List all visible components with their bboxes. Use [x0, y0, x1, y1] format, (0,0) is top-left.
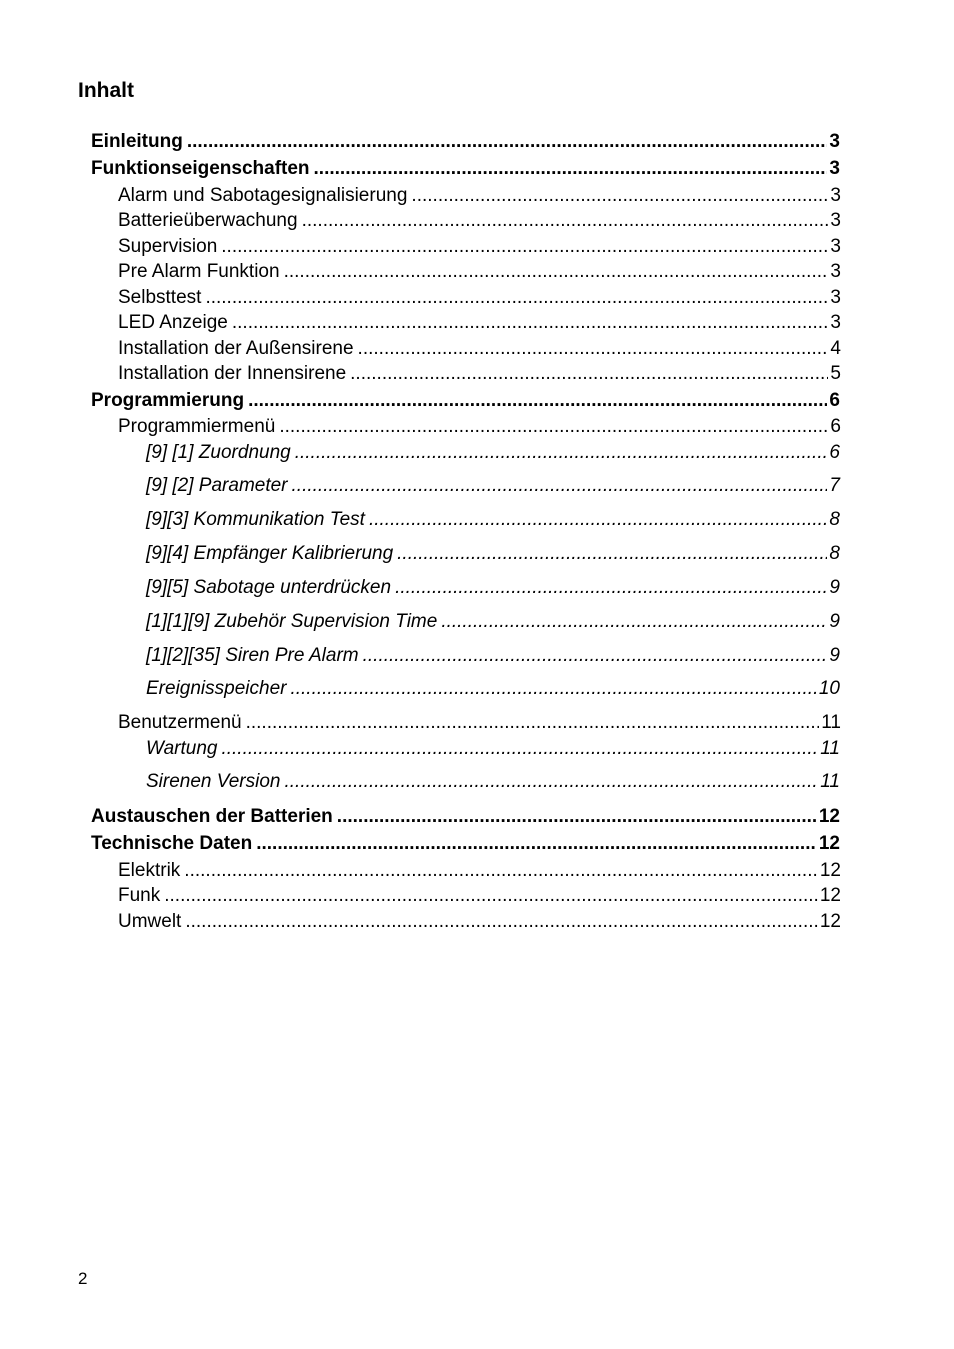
- toc-entry-page: 8: [829, 509, 840, 530]
- toc-entry[interactable]: [118, 363, 841, 385]
- toc-entry[interactable]: [146, 543, 840, 565]
- toc-entry-title: Funk: [118, 885, 161, 906]
- toc-entry[interactable]: [118, 185, 841, 207]
- toc-entry-title: Wartung: [146, 738, 218, 759]
- toc-entry[interactable]: [118, 338, 841, 360]
- toc-entry-page: 3: [830, 236, 841, 257]
- toc-entry[interactable]: [146, 442, 840, 464]
- toc-entry-page: 6: [830, 416, 841, 437]
- toc-entry-page: 11: [820, 738, 840, 759]
- toc-entry[interactable]: [146, 645, 840, 667]
- toc-entry-page: 3: [829, 131, 840, 152]
- toc-entry[interactable]: [118, 287, 841, 309]
- dot-leader: [164, 885, 818, 907]
- toc-entry[interactable]: [118, 210, 841, 232]
- toc-entry-page: 12: [818, 833, 840, 854]
- toc-entry[interactable]: [146, 509, 840, 531]
- toc-entry[interactable]: [118, 712, 841, 734]
- dot-leader: [395, 577, 827, 599]
- dot-leader: [184, 860, 818, 882]
- dot-leader: [358, 338, 829, 360]
- dot-leader: [279, 416, 828, 438]
- toc-entry-title: [1][2][35] Siren Pre Alarm: [146, 645, 359, 666]
- dot-leader: [221, 236, 828, 258]
- toc-entry-page: 3: [829, 158, 840, 179]
- dot-leader: [369, 509, 827, 531]
- toc-entry-page: 6: [829, 390, 840, 411]
- toc-entry-page: 10: [818, 678, 840, 699]
- toc-entry-title: Funktionseigenschaften: [91, 158, 310, 179]
- dot-leader: [397, 543, 827, 565]
- toc-entry-page: 3: [830, 287, 841, 308]
- toc-entry-title: Ereignisspeicher: [146, 678, 287, 699]
- dot-leader: [248, 390, 827, 412]
- toc-entry[interactable]: [91, 131, 840, 153]
- page-number: 2: [78, 1269, 88, 1288]
- dot-leader: [314, 158, 828, 180]
- toc-entry[interactable]: [118, 416, 841, 438]
- toc-entry-title: [9] [2] Parameter: [146, 475, 288, 496]
- toc-entry-page: 6: [829, 442, 840, 463]
- toc-entry-page: 3: [830, 261, 841, 282]
- dot-leader: [350, 363, 828, 385]
- toc-entry-title: Installation der Innensirene: [118, 363, 347, 384]
- dot-leader: [363, 645, 828, 667]
- dot-leader: [441, 611, 827, 633]
- toc-entry[interactable]: [91, 833, 840, 855]
- toc-entry-title: Programmierung: [91, 390, 245, 411]
- toc-entry[interactable]: [118, 236, 841, 258]
- toc-entry-page: 9: [829, 577, 840, 598]
- toc-entry[interactable]: [118, 885, 841, 907]
- toc-entry-title: Technische Daten: [91, 833, 253, 854]
- dot-leader: [302, 210, 829, 232]
- toc-entry-page: 9: [829, 645, 840, 666]
- toc-entry-title: Installation der Außensirene: [118, 338, 354, 359]
- toc-entry[interactable]: [91, 390, 840, 412]
- toc-entry[interactable]: [91, 158, 840, 180]
- toc-entry-page: 4: [830, 338, 841, 359]
- dot-leader: [232, 312, 829, 334]
- toc-entry[interactable]: [146, 475, 840, 497]
- toc-entry-title: [9][5] Sabotage unterdrücken: [146, 577, 392, 598]
- dot-leader: [187, 131, 828, 153]
- dot-leader: [292, 475, 828, 497]
- toc-entry[interactable]: [91, 806, 840, 828]
- toc-entry-page: 8: [829, 543, 840, 564]
- toc-entry-page: 5: [830, 363, 841, 384]
- dot-leader: [295, 442, 828, 464]
- toc-entry-title: Elektrik: [118, 860, 181, 881]
- toc-entry-title: Benutzermenü: [118, 712, 242, 733]
- toc-entry-page: 12: [819, 911, 841, 932]
- dot-leader: [290, 678, 816, 700]
- dot-leader: [205, 287, 828, 309]
- toc-entry[interactable]: [146, 771, 840, 793]
- dot-leader: [337, 806, 817, 828]
- toc-entry-title: [1][1][9] Zubehör Supervision Time: [146, 611, 438, 632]
- dot-leader: [256, 833, 817, 855]
- toc-entry-title: [9][4] Empfänger Kalibrierung: [146, 543, 394, 564]
- dot-leader: [411, 185, 828, 207]
- toc-entry[interactable]: [146, 738, 840, 760]
- toc-entry-title: Batterieüberwachung: [118, 210, 298, 231]
- toc-entry-page: 11: [820, 771, 840, 792]
- toc-entry-title: Austauschen der Batterien: [91, 806, 333, 827]
- toc-entry-title: Selbsttest: [118, 287, 202, 308]
- toc-entry-page: 12: [819, 860, 841, 881]
- toc-entry-title: Alarm und Sabotagesignalisierung: [118, 185, 408, 206]
- toc-entry-title: Sirenen Version: [146, 771, 281, 792]
- toc-entry[interactable]: [146, 577, 840, 599]
- toc-entry-page: 11: [821, 712, 841, 733]
- page-title: Inhalt: [78, 79, 134, 102]
- toc-entry-title: Supervision: [118, 236, 218, 257]
- toc-entry-title: Programmiermenü: [118, 416, 276, 437]
- dot-leader: [284, 771, 818, 793]
- toc-entry[interactable]: [146, 611, 840, 633]
- toc-entry-page: 3: [830, 312, 841, 333]
- toc-entry-title: Pre Alarm Funktion: [118, 261, 280, 282]
- toc-entry-page: 12: [818, 806, 840, 827]
- toc-entry-page: 3: [830, 210, 841, 231]
- toc-entry[interactable]: [118, 860, 841, 882]
- dot-leader: [221, 738, 818, 760]
- toc-entry[interactable]: [118, 261, 841, 283]
- toc-entry-title: Einleitung: [91, 131, 183, 152]
- dot-leader: [185, 911, 818, 933]
- toc-entry[interactable]: [118, 911, 841, 933]
- toc-entry-page: 12: [819, 885, 841, 906]
- toc-entry-page: 7: [829, 475, 840, 496]
- toc-entry-title: Umwelt: [118, 911, 182, 932]
- toc-entry-title: [9][3] Kommunikation Test: [146, 509, 365, 530]
- toc-entry-page: 3: [830, 185, 841, 206]
- toc-entry-page: 9: [829, 611, 840, 632]
- toc-entry-title: LED Anzeige: [118, 312, 228, 333]
- dot-leader: [246, 712, 820, 734]
- dot-leader: [284, 261, 829, 283]
- toc-entry[interactable]: [118, 312, 841, 334]
- toc-entry-title: [9] [1] Zuordnung: [146, 442, 291, 463]
- toc-entry[interactable]: [146, 678, 840, 700]
